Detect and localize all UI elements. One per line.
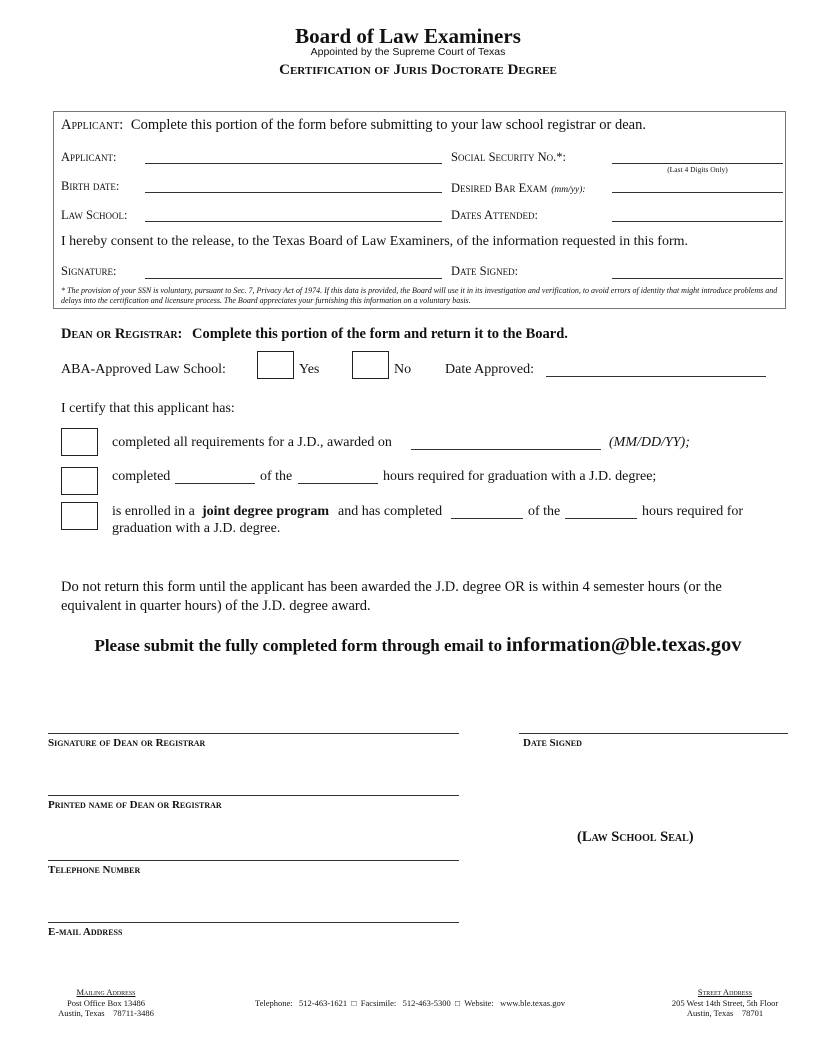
form-title: Certification of Juris Doctorate Degree [279,62,557,78]
email-label: E-mail Address [48,926,123,938]
submit-instruction [0,634,816,657]
birth-date-label: Birth date: [61,179,120,193]
jd-completed-checkbox[interactable] [61,428,98,456]
option2-text-b: of the [260,469,293,484]
ssn-field[interactable] [612,163,783,164]
applicant-heading-text: Complete this portion of the form before submitting to your law school registrar or dean. [130,117,646,133]
date-approved-field[interactable] [546,376,766,377]
option3-text-b: and has completed [338,504,443,519]
dean-heading-label: Dean or Registrar: [61,326,183,342]
joint-degree-program-text: joint degree program [202,504,330,519]
dates-attended-label: Dates Attended: [451,208,538,222]
dean-heading-text: Complete this portion of the form and return it to the Board. [192,326,568,342]
option2-text-a: completed [112,469,171,484]
dean-signature-label: Signature of Dean or Registrar [48,737,206,749]
applicant-signature-field[interactable] [145,278,442,279]
jd-awarded-date-field[interactable] [411,449,601,450]
joint-hours-required-field[interactable] [565,518,637,519]
mailing-address-line2: Austin, Texas 78711-3486 [58,1008,154,1018]
aba-no-checkbox[interactable] [352,351,389,379]
option3-text-d: hours required for [642,504,744,519]
mailing-address-label: Mailing Address [76,987,136,997]
option3-text-a: is enrolled in a [112,504,195,519]
printed-name-label: Printed name of Dean or Registrar [48,799,222,811]
law-school-label: Law School: [61,208,128,222]
applicant-date-signed-field[interactable] [612,278,783,279]
aba-no-label: No [394,362,412,377]
option2-text-c: hours required for graduation with a J.D. degree; [383,469,657,484]
return-notice-line1: Do not return this form until the applicant has been awarded the J.D. degree OR is within 4 semester hours (or the [61,579,722,595]
desired-bar-exam-field[interactable] [612,192,783,193]
email-line[interactable] [48,922,459,923]
aba-yes-label: Yes [299,362,320,377]
telephone-label: Telephone Number [48,864,141,876]
mailing-address-line1: Post Office Box 13486 [67,997,145,1008]
certify-statement: I certify that this applicant has: [61,401,235,416]
printed-name-line[interactable] [48,795,459,796]
hours-completed-checkbox[interactable] [61,467,98,495]
desired-bar-exam-label [451,179,586,197]
applicant-name-field[interactable] [145,163,442,164]
birth-date-field[interactable] [145,192,442,193]
option3-text-c: of the [528,504,561,519]
street-address [650,987,800,1019]
dates-attended-field[interactable] [612,221,783,222]
telephone-line[interactable] [48,860,459,861]
hours-completed-field[interactable] [175,483,255,484]
jd-completed-text: completed all requirements for a J.D., awarded on [112,435,392,450]
return-notice-line2: equivalent in quarter hours) of the J.D. degree award. [61,598,371,614]
dean-signature-line[interactable] [48,733,459,734]
desired-bar-label-text: Desired Bar Exam [451,181,548,195]
applicant-signature-label: Signature: [61,264,117,278]
applicant-date-signed-label: Date Signed: [451,264,519,278]
joint-hours-completed-field[interactable] [451,518,523,519]
option3-text-e: graduation with a J.D. degree. [112,521,281,536]
aba-yes-checkbox[interactable] [257,351,294,379]
ssn-footnote: * The provision of your SSN is voluntary, pursuant to Sec. 7, Privacy Act of 1974. If this data is provided, the Board will use it in its investigation and verification, to avoid errors of identity that might introduce problems and delays into the certification and licensure process. The Board appreciates your furnishing this information on a voluntary basis. [61,286,778,305]
law-school-field[interactable] [145,221,442,222]
aba-approved-label: ABA-Approved Law School: [61,362,226,377]
consent-statement: I hereby consent to the release, to the Texas Board of Law Examiners, of the information requested in this form. [61,234,689,249]
mailing-address [40,987,172,1019]
date-approved-label: Date Approved: [445,362,535,377]
law-school-seal-label: (Law School Seal) [577,829,694,845]
contact-info: Telephone: 512-463-1621 □ Facsimile: 512-463-5300 □ Website: www.ble.texas.gov [255,998,565,1008]
street-address-line2: Austin, Texas 78701 [686,1008,764,1018]
dean-date-signed-label: Date Signed [523,737,582,749]
applicant-section [53,111,786,309]
ssn-label: Social Security No.*: [451,150,567,164]
board-subtitle: Appointed by the Supreme Court of Texas [310,46,506,58]
hours-required-field[interactable] [298,483,378,484]
jd-date-format: (MM/DD/YY); [609,435,690,450]
return-notice [61,578,722,616]
submit-text: Please submit the fully completed form through email to [94,636,503,655]
applicant-section-heading [61,117,646,134]
street-address-label: Street Address [697,987,753,997]
street-address-line1: 205 West 14th Street, 5th Floor [671,997,779,1008]
dean-date-signed-line[interactable] [519,733,788,734]
applicant-name-label: Applicant: [61,150,117,164]
dean-section-heading [61,326,568,343]
desired-bar-hint: (mm/yy): [551,185,586,195]
submit-email-link[interactable]: information@ble.texas.gov [506,634,742,656]
joint-degree-checkbox[interactable] [61,502,98,530]
board-title: Board of Law Examiners [295,24,521,48]
applicant-heading-label: Applicant: [61,117,124,133]
ssn-note: (Last 4 Digits Only) [667,165,728,174]
